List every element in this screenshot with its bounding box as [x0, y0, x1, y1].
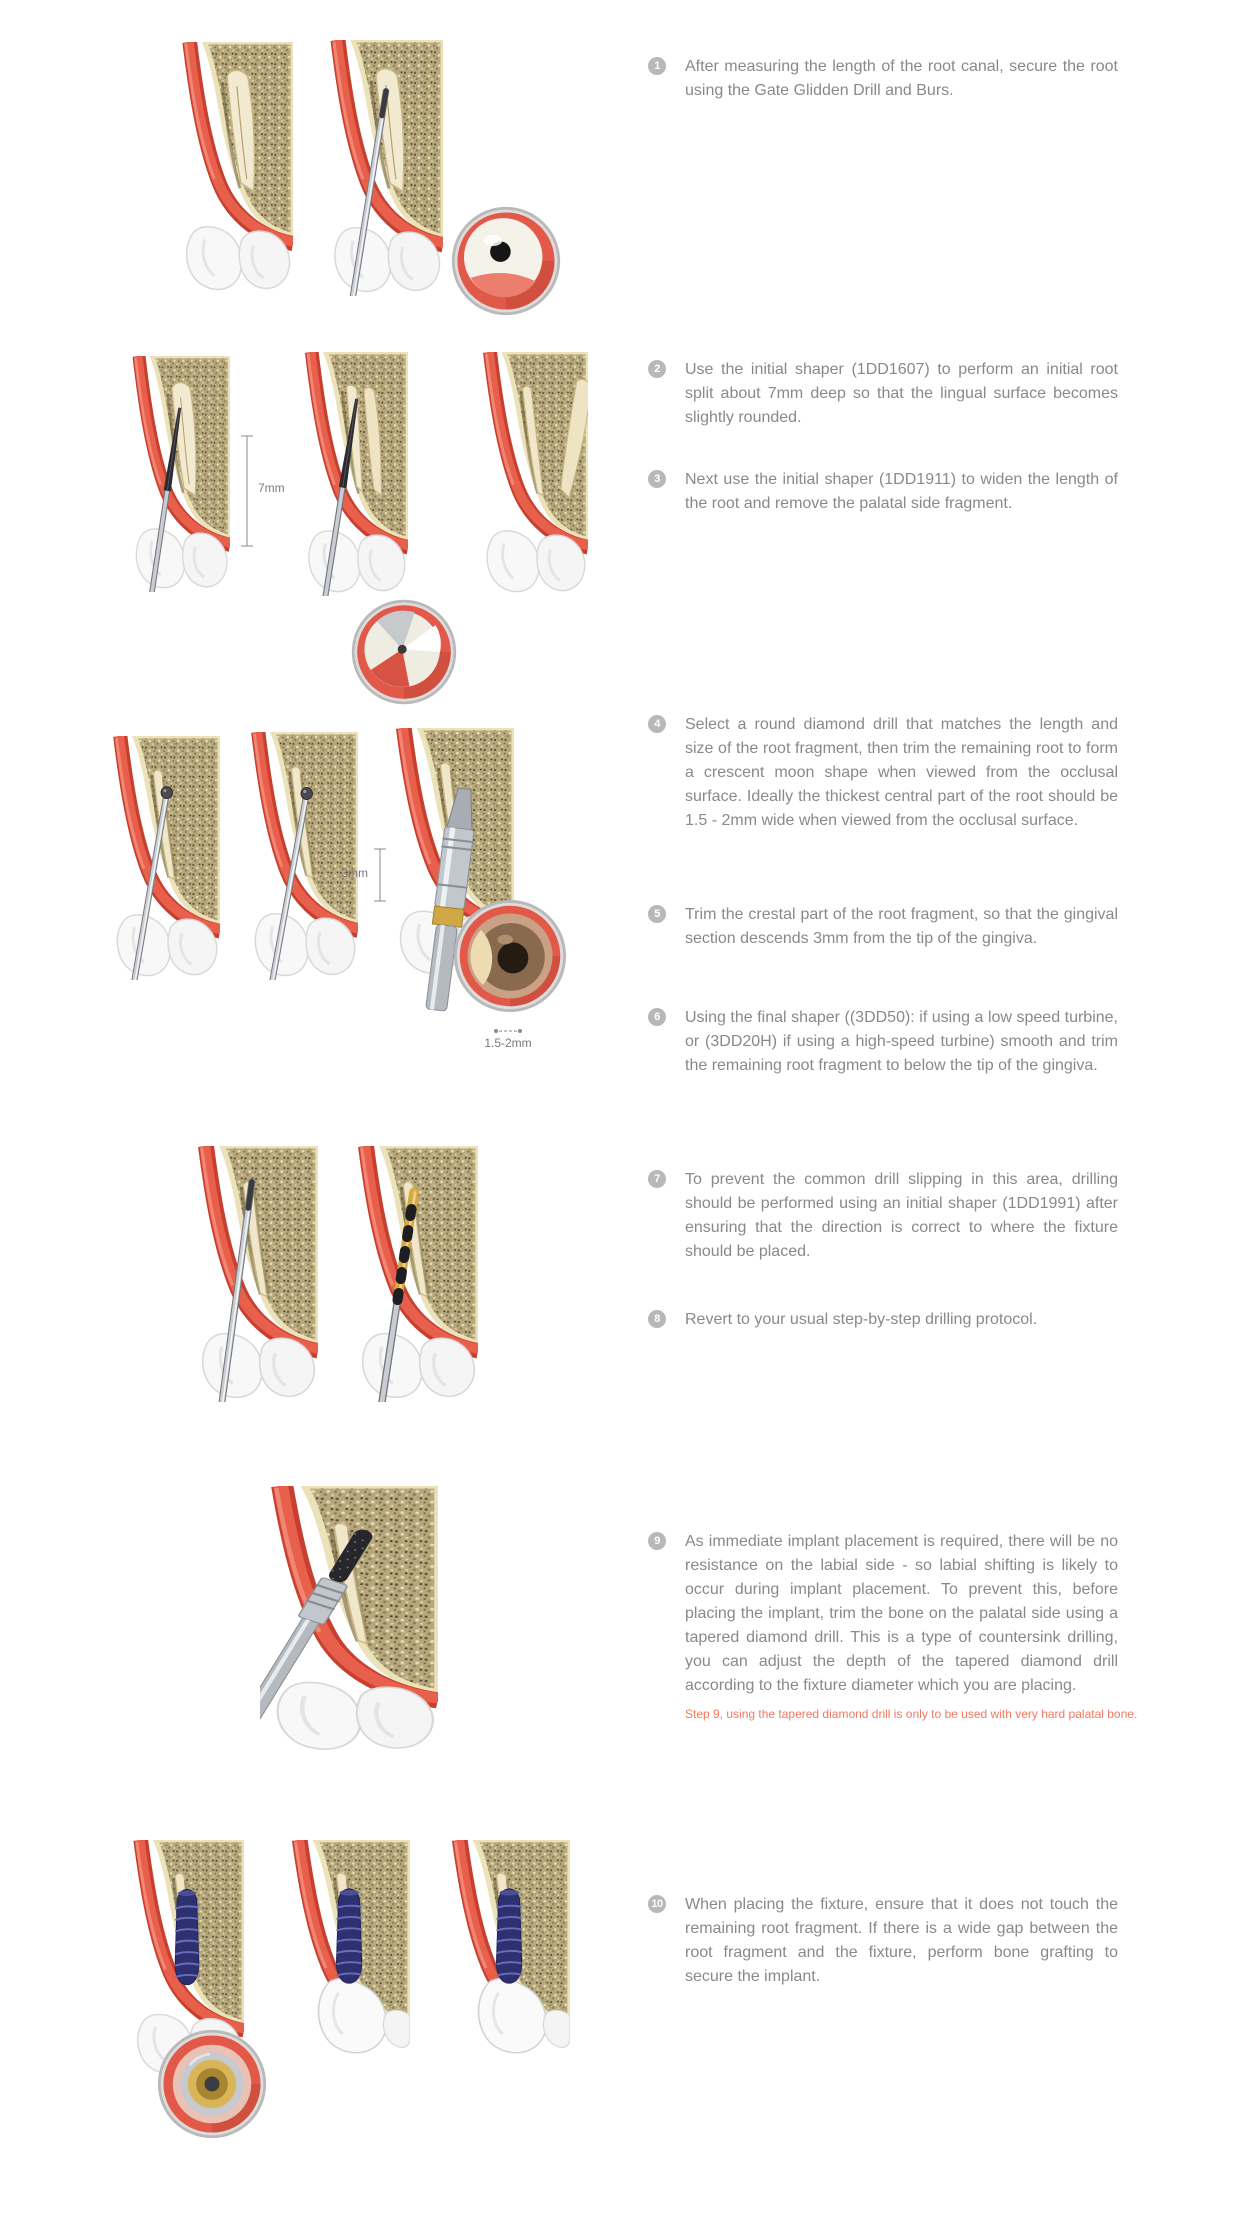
- figure-cross-section-step2-b: [298, 352, 408, 596]
- step-number-badge: 6: [648, 1008, 666, 1026]
- step-text: Use the initial shaper (1DD1607) to perform an initial root split about 7mm deep so that the lingual surface becomes slightly rounded.: [685, 361, 1118, 426]
- figure-occlusal-inset-step10: [156, 2028, 268, 2140]
- figure-cross-section-step10-c: [444, 1840, 570, 2132]
- step-text: To prevent the common drill slipping in this area, drilling should be performed using an initial shaper (1DD1991) after ensuring that the direction is correct to where the fixture should be placed.: [685, 1171, 1118, 1260]
- step-item-5: [648, 903, 1128, 951]
- step-text: As immediate implant placement is required, there will be no resistance on the labial side - so labial shifting is likely to occur during implant placement. To prevent this, before placing the implant, trim the bone on the palatal side using a tapered diamond drill. This is a type of countersink drilling, you can adjust the depth of the tapered diamond drill according to the fixture diameter which you are placing.: [685, 1533, 1118, 1694]
- width-marker-dots: [493, 1028, 523, 1034]
- step-item-6: [648, 1006, 1128, 1078]
- step-number-badge: 1: [648, 57, 666, 75]
- label-root-width: [448, 1028, 568, 1050]
- figure-cross-section-step10-b: [284, 1840, 410, 2132]
- step9-warning-note: Step 9, using the tapered diamond drill is only to be used with very hard palatal bone.: [685, 1707, 1138, 1721]
- figure-cross-section-step3: [476, 352, 588, 596]
- step-text: When placing the fixture, ensure that it does not touch the remaining root fragment. If there is a wide gap between the root fragment and the fixture, perform bone grafting to secure the implant.: [685, 1896, 1118, 1985]
- figure-cross-section-step7-a: [190, 1146, 318, 1402]
- step-item-10: [648, 1893, 1128, 1989]
- step-number-badge: 5: [648, 905, 666, 923]
- step-text: Select a round diamond drill that matches the length and size of the root fragment, then trim the remaining root to form a crescent moon shape when viewed from the occlusal surface. Ideally the thickest central part of the root should be 1.5 - 2mm wide when viewed from the occlusal surface.: [685, 716, 1118, 829]
- figure-cross-section-step9: [260, 1486, 438, 1754]
- step-text: Revert to your usual step-by-step drilling protocol.: [685, 1311, 1038, 1328]
- figure-occlusal-inset-step4: [452, 898, 568, 1014]
- label-split-depth: 7mm: [258, 481, 285, 495]
- figure-cross-section-step1-b: [323, 40, 443, 296]
- figure-occlusal-inset-step1: [450, 205, 562, 317]
- figure-cross-section-step4-a: [106, 736, 220, 980]
- label-root-width-text: 1.5-2mm: [484, 1036, 532, 1050]
- step-item-9: [648, 1530, 1138, 1721]
- figure-cross-section-step4-b: [244, 732, 358, 980]
- step-number-badge: 4: [648, 715, 666, 733]
- step-text: Using the final shaper ((3DD50): if using a low speed turbine, or (3DD20H) if using a high-speed turbine) smooth and trim the remaining root fragment to below the tip of the gingiva.: [685, 1009, 1118, 1074]
- step-text: Next use the initial shaper (1DD1911) to widen the length of the root and remove the palatal side fragment.: [685, 471, 1118, 512]
- step-number-badge: 8: [648, 1310, 666, 1328]
- figure-cross-section-step1-a: [175, 42, 293, 294]
- figure-occlusal-inset-step2: [350, 598, 458, 706]
- step-number-badge: 10: [648, 1895, 666, 1913]
- step-text: Trim the crestal part of the root fragment, so that the gingival section descends 3mm from the tip of the gingiva.: [685, 906, 1118, 947]
- step-item-8: [648, 1308, 1128, 1332]
- dimension-line-3mm: [372, 846, 388, 904]
- step-item-4: [648, 713, 1128, 833]
- dimension-line-7mm: [239, 432, 255, 550]
- step-number-badge: 9: [648, 1532, 666, 1550]
- step-item-7: [648, 1168, 1128, 1264]
- step-item-1: [648, 55, 1128, 103]
- figure-cross-section-step7-b: [350, 1146, 478, 1402]
- label-crest-descend: 3mm: [341, 866, 368, 880]
- figure-cross-section-step2-a: [126, 356, 230, 592]
- step-item-2: [648, 358, 1128, 430]
- step-number-badge: 7: [648, 1170, 666, 1188]
- step-number-badge: 3: [648, 470, 666, 488]
- step-item-3: [648, 468, 1128, 516]
- step-number-badge: 2: [648, 360, 666, 378]
- step-text: After measuring the length of the root canal, secure the root using the Gate Glidden Drill and Burs.: [685, 58, 1118, 99]
